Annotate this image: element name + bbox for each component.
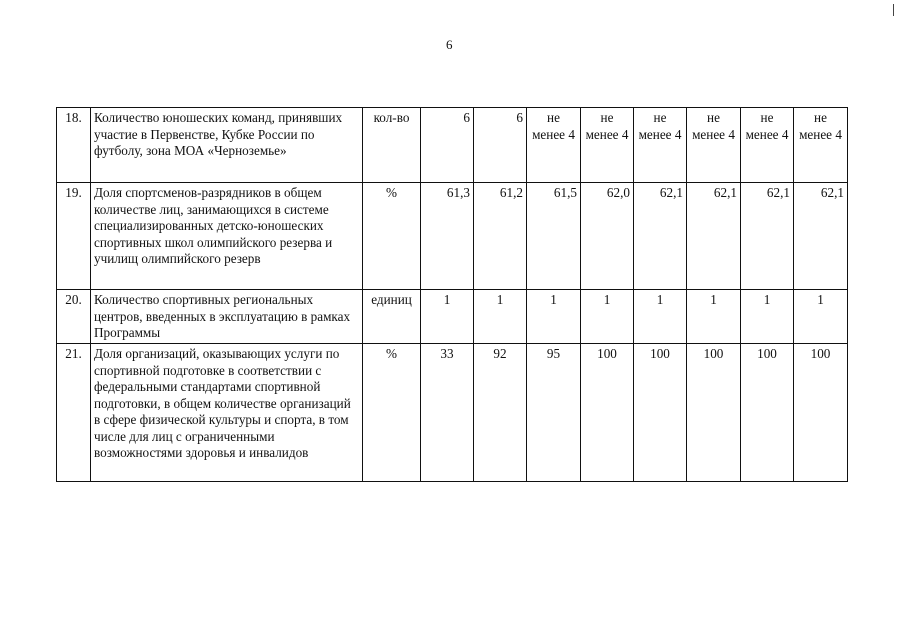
value-cell: 100 bbox=[687, 344, 741, 482]
value-cell: 1 bbox=[421, 290, 474, 344]
unit-cell: единиц bbox=[363, 290, 421, 344]
value-cell: 61,3 bbox=[421, 183, 474, 290]
unit-cell: % bbox=[363, 344, 421, 482]
indicators-table bbox=[56, 107, 848, 482]
value-cell: 1 bbox=[794, 290, 848, 344]
table-row bbox=[57, 183, 848, 290]
value-cell: не менее 4 bbox=[687, 108, 741, 183]
indicator-name: Количество спортивных региональных центров, введенных в эксплуатацию в рамках Программы bbox=[91, 290, 363, 344]
value-cell: 100 bbox=[794, 344, 848, 482]
value-cell: 92 bbox=[474, 344, 527, 482]
unit-cell: кол-во bbox=[363, 108, 421, 183]
value-cell: 62,1 bbox=[687, 183, 741, 290]
value-cell: 1 bbox=[474, 290, 527, 344]
unit-cell: % bbox=[363, 183, 421, 290]
value-cell: 33 bbox=[421, 344, 474, 482]
value-cell: 62,1 bbox=[794, 183, 848, 290]
indicator-name: Доля спортсменов-разрядников в общем количестве лиц, занимающихся в системе специализированных детско-юношеских спортивных школ олимпийского резерва и училищ олимпийского резерв bbox=[91, 183, 363, 290]
value-cell: 1 bbox=[581, 290, 634, 344]
value-cell: 62,1 bbox=[741, 183, 794, 290]
value-cell: не менее 4 bbox=[527, 108, 581, 183]
value-cell: 100 bbox=[741, 344, 794, 482]
scan-edge-mark bbox=[893, 4, 894, 16]
value-cell: 1 bbox=[741, 290, 794, 344]
value-cell: 95 bbox=[527, 344, 581, 482]
row-number: 18. bbox=[57, 108, 91, 183]
value-cell: не менее 4 bbox=[741, 108, 794, 183]
row-number: 19. bbox=[57, 183, 91, 290]
value-cell: 61,5 bbox=[527, 183, 581, 290]
indicator-name: Доля организаций, оказывающих услуги по спортивной подготовке в соответствии с федеральными стандартами спортивной подготовки, в общем количестве организаций в сфере физической культуры и спорта, в том числе для лиц с ограниченными возможностями здоровья и инвалидов bbox=[91, 344, 363, 482]
row-number: 21. bbox=[57, 344, 91, 482]
table-row bbox=[57, 290, 848, 344]
value-cell: не менее 4 bbox=[794, 108, 848, 183]
value-cell: 62,0 bbox=[581, 183, 634, 290]
value-cell: 62,1 bbox=[634, 183, 687, 290]
value-cell: 6 bbox=[421, 108, 474, 183]
value-cell: 1 bbox=[687, 290, 741, 344]
value-cell: 1 bbox=[527, 290, 581, 344]
value-cell: не менее 4 bbox=[634, 108, 687, 183]
value-cell: 61,2 bbox=[474, 183, 527, 290]
value-cell: 100 bbox=[581, 344, 634, 482]
table-row bbox=[57, 108, 848, 183]
value-cell: 1 bbox=[634, 290, 687, 344]
row-number: 20. bbox=[57, 290, 91, 344]
value-cell: 100 bbox=[634, 344, 687, 482]
page-number: 6 bbox=[446, 37, 453, 52]
value-cell: 6 bbox=[474, 108, 527, 183]
table-row bbox=[57, 344, 848, 482]
indicator-name: Количество юношеских команд, принявших участие в Первенстве, Кубке России по футболу, зона МОА «Черноземье» bbox=[91, 108, 363, 183]
value-cell: не менее 4 bbox=[581, 108, 634, 183]
